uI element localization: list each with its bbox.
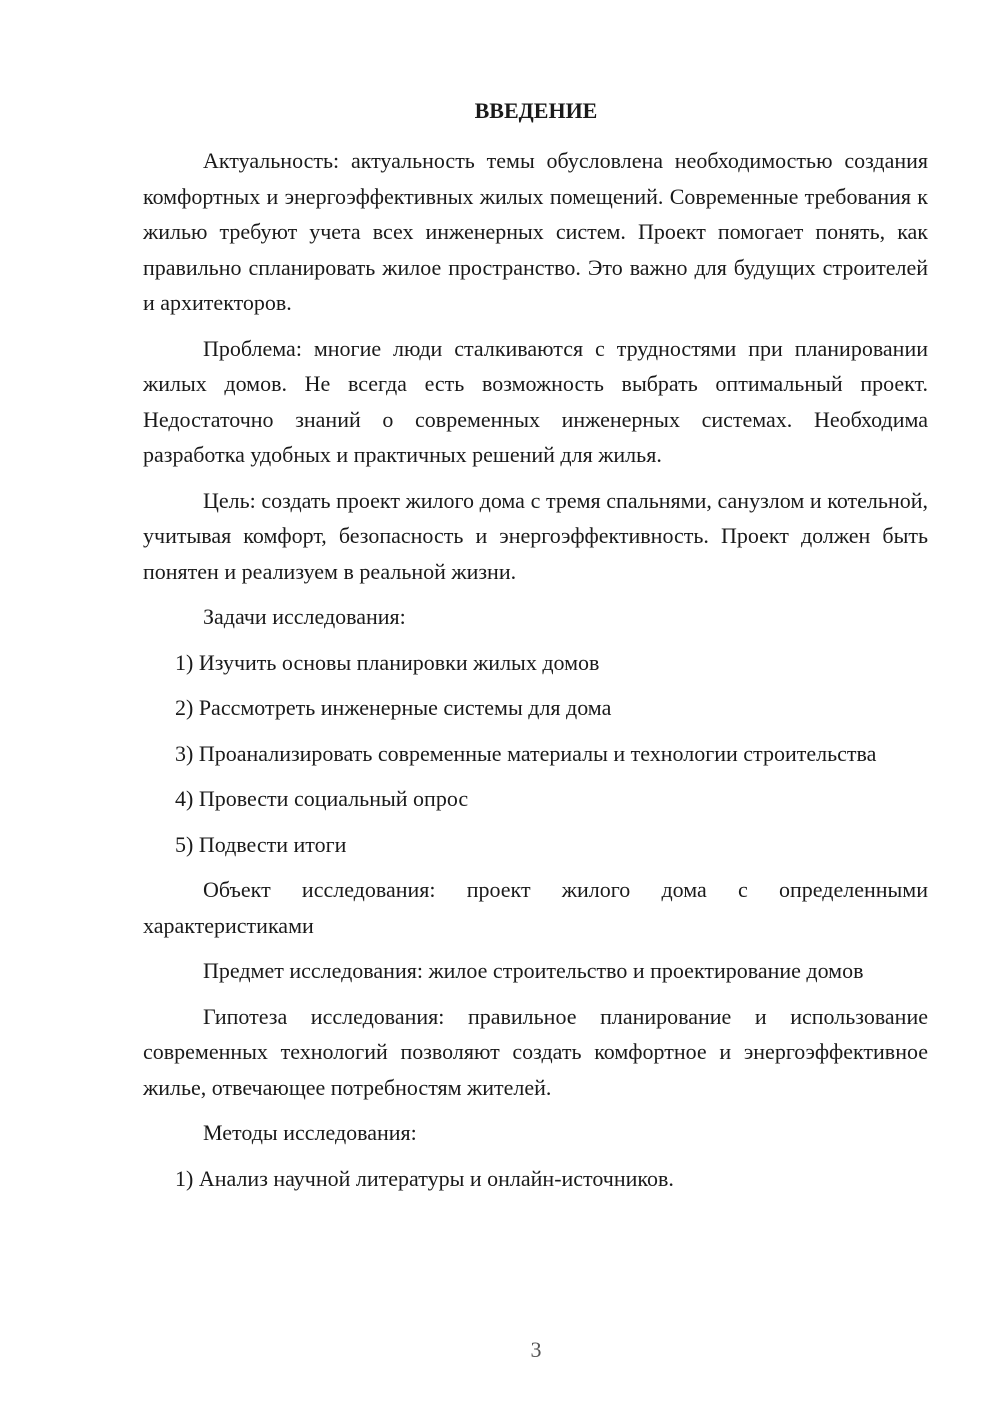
- paragraph-methods-heading: Методы исследования:: [203, 1120, 417, 1145]
- document-body: [143, 143, 928, 1206]
- list-item-task-4: 4) Провести социальный опрос: [175, 786, 469, 811]
- page-title: ВВЕДЕНИЕ: [474, 98, 598, 123]
- paragraph-relevance: Актуальность: актуальность темы обусловлена необходимостью создания комфортных и энергоэффективных жилых помещений. Современные требования к жилью требуют учета всех инженерных систем. Проект помогает понять, как правильно спланировать жилое пространство. Это важно для будущих строителей и архитекторов.: [143, 148, 928, 315]
- list-item-task-5: 5) Подвести итоги: [175, 831, 347, 857]
- list-item-task-2: 2) Рассмотреть инженерные системы для дома: [175, 695, 612, 720]
- paragraph-goal: Цель: создать проект жилого дома с тремя спальнями, санузлом и котельной, учитывая комфорт, безопасность и энергоэффективность. Проект должен быть понятен и реализуем в реальной жизни.: [143, 487, 928, 584]
- page-number: 3: [530, 1337, 542, 1362]
- paragraph-problem: Проблема: многие люди сталкиваются с трудностями при планировании жилых домов. Не всегда есть возможность выбрать оптимальный проект. Недостаточно знаний о современных инженерных системах. Необходима разработка удобных и практичных решений для жилья.: [143, 335, 928, 467]
- paragraph-hypothesis: Гипотеза исследования: правильное планирование и использование современных технологий позволяют создать комфортное и энергоэффективное жилье, отвечающее потребностям жителей.: [143, 1003, 928, 1100]
- paragraph-tasks-heading: Задачи исследования:: [203, 604, 406, 629]
- list-item-task-3: 3) Проанализировать современные материалы и технологии строительства: [175, 740, 877, 766]
- list-item-task-1: 1) Изучить основы планировки жилых домов: [175, 649, 600, 675]
- list-item-method-1: 1) Анализ научной литературы и онлайн-источников.: [175, 1165, 674, 1191]
- paragraph-object: Объект исследования: проект жилого дома с определенными характеристиками: [143, 877, 928, 938]
- paragraph-subject: Предмет исследования: жилое строительство и проектирование домов: [203, 958, 864, 983]
